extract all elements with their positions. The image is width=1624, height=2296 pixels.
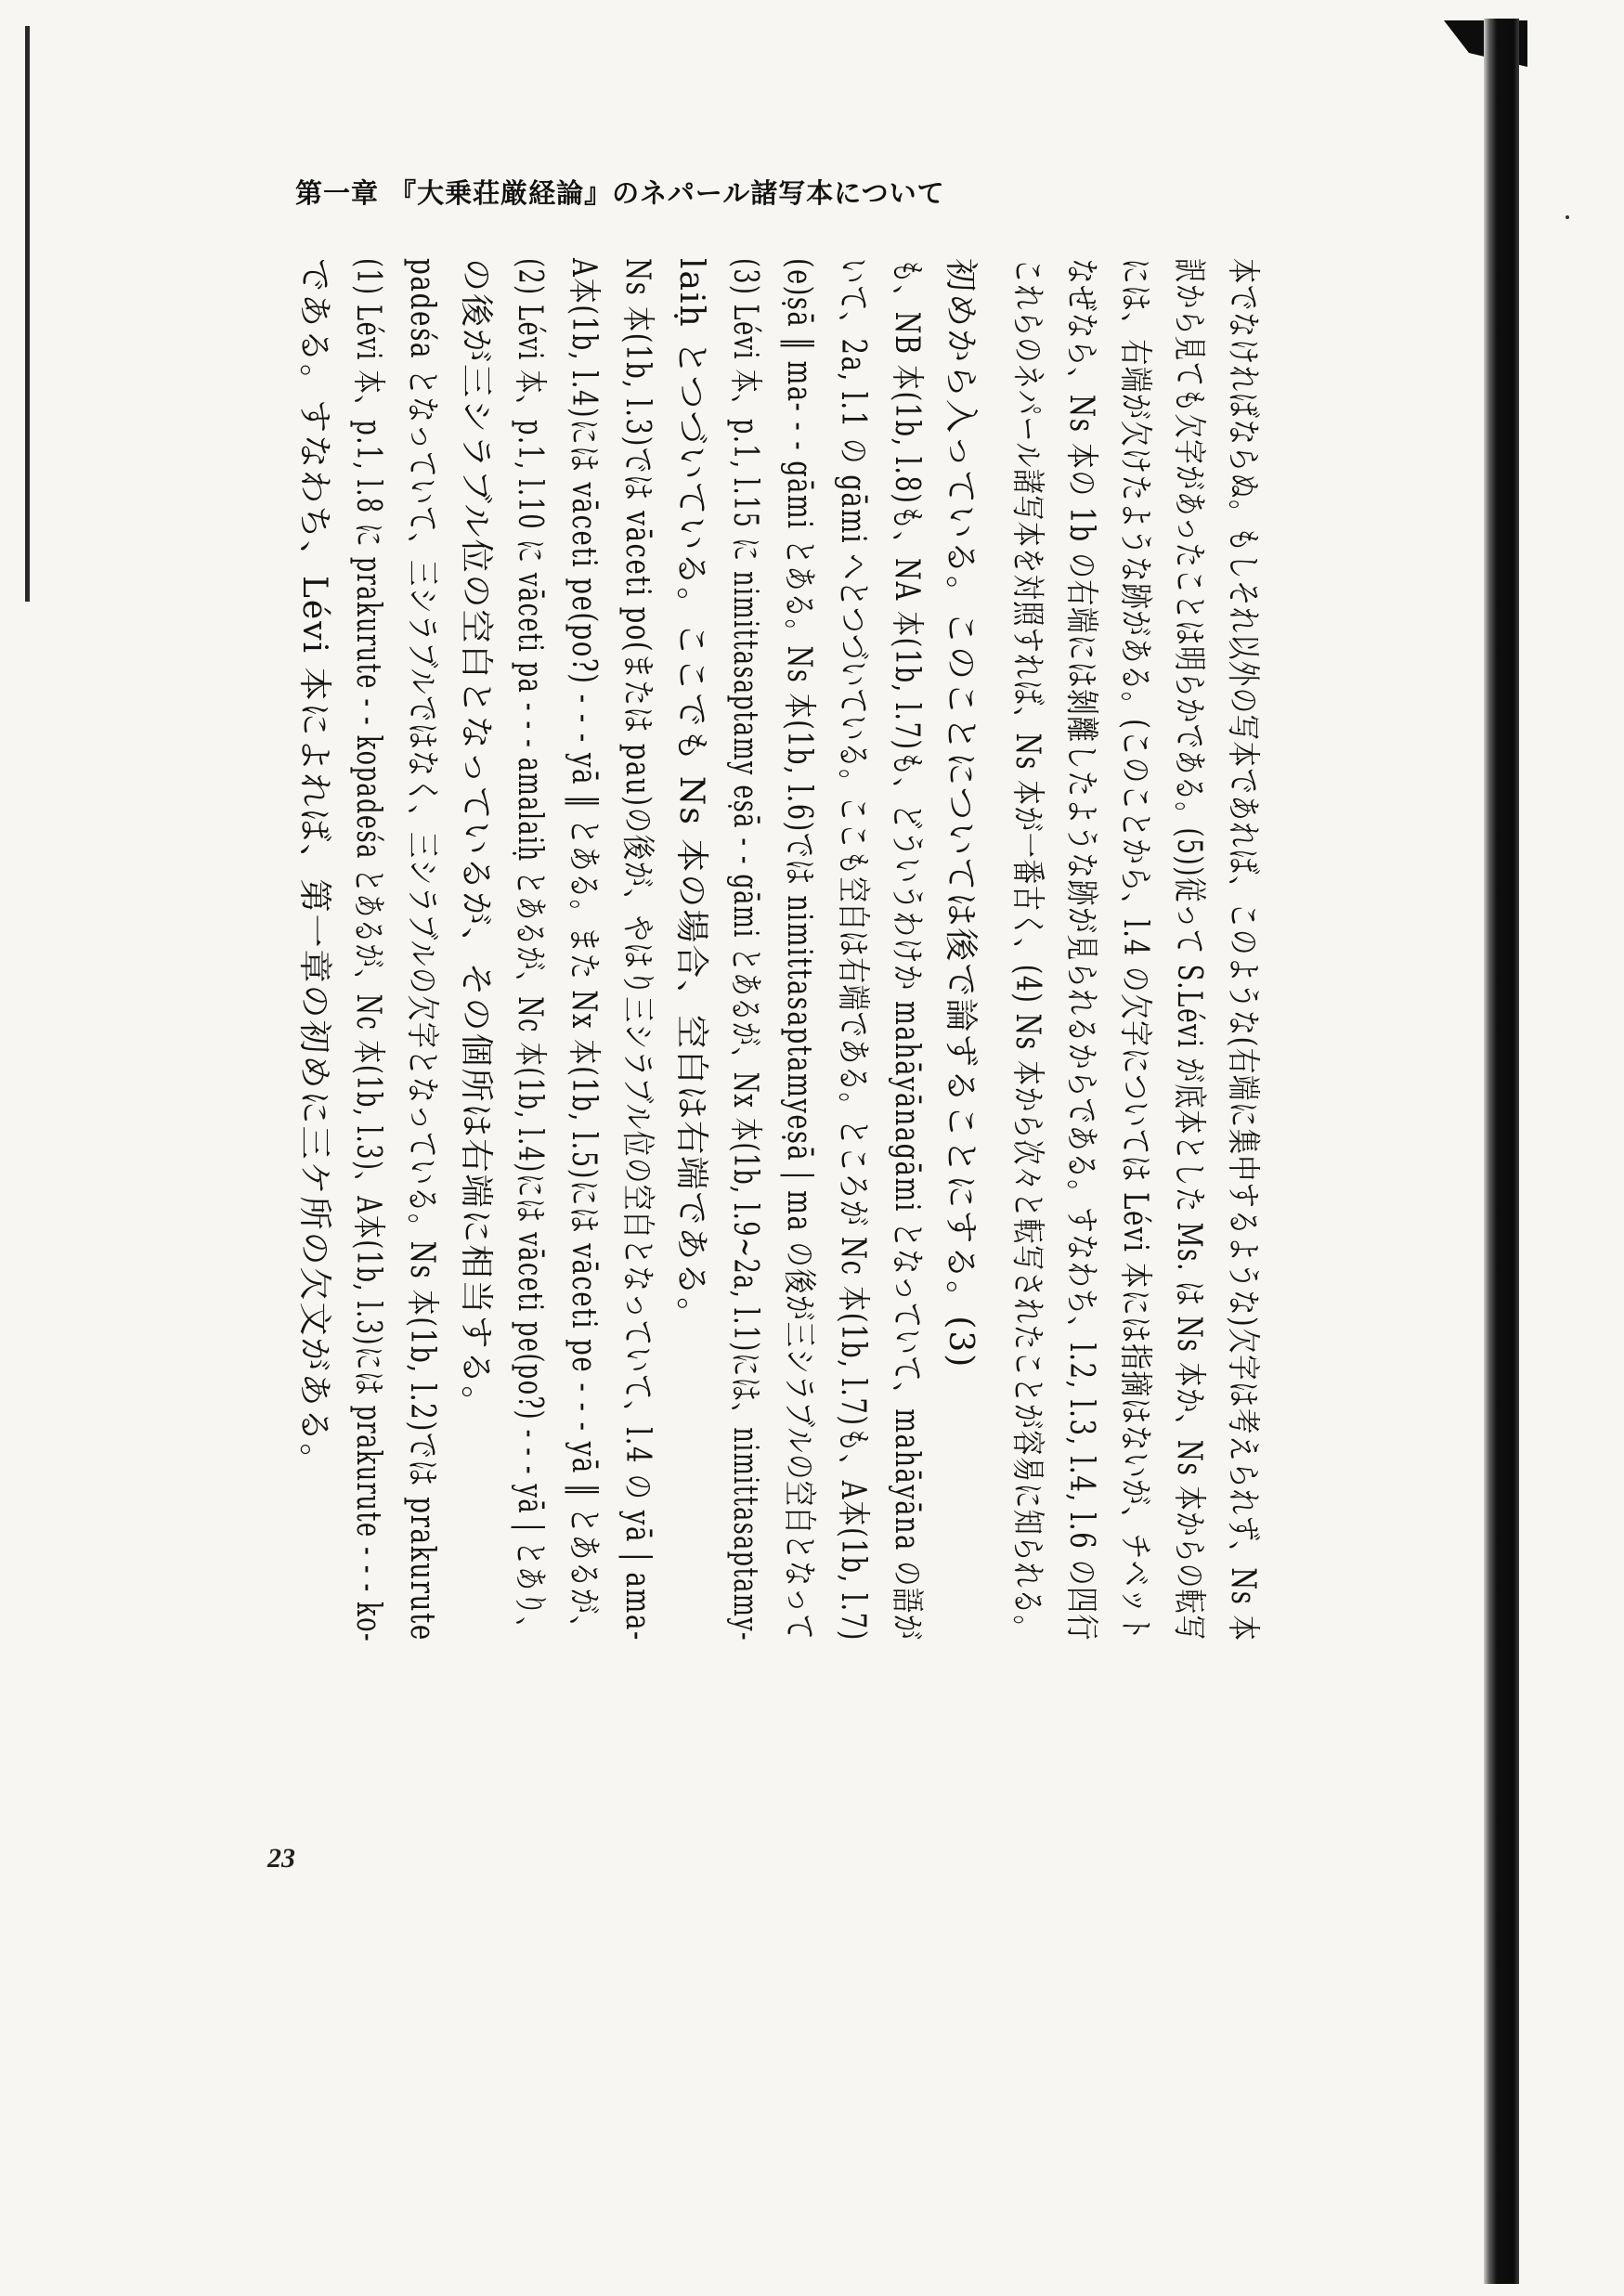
- body-line-9: (3) Lévi 本、p.1, l.15 に nimittasaptamy eṣā - - gāmi とあるが、Nx 本(1b, l.9~2a, l.1)には、nimittasaptamy-: [726, 258, 764, 1642]
- book-spine-shadow: [1484, 19, 1519, 2284]
- running-head: 第一章 『大乗荘厳経論』のネパール諸写本について: [295, 177, 945, 209]
- body-line-16: には、右端が欠けたような跡がある。(このことから、l.4 の欠字については Lévi 本には指摘はないが、チベット: [1116, 258, 1154, 1642]
- body-line-2: (1) Lévi 本、p.1, l.8 に prakurute - - kopadeśa とあるが、Nc 本(1b, l.3)、A本(1b, l.3)には prakurute - - - ko-: [349, 258, 387, 1643]
- body-line-14: これらのネパール諸写本を対照すれば、Ns 本が一番古く、(4) Ns 本から次々と転写されたことが容易に知られる。: [1008, 258, 1046, 1642]
- scan-speck: [1566, 215, 1569, 219]
- body-line-3: padeśa となっていて、三シラブルではなく、三シラブルの欠字となっている。Ns 本(1b, l.2)では prakurute: [403, 258, 441, 1641]
- body-line-18: 本でなければならぬ。もしそれ以外の写本であれば、このような(右端に集中するような)欠字は考えられず、Ns 本: [1224, 258, 1262, 1642]
- body-line-10: (e)ṣā ‖ ma- - - gāmi とある。Ns 本(1b, l.6)では nimittasaptamyeṣā | ma の後が三シラブルの空白となって: [780, 258, 818, 1641]
- body-line-1: である。すなわち、Lévi 本によれば、第一章の初めに三ケ所の欠文がある。: [295, 258, 333, 1479]
- body-line-7: Ns 本(1b, l.3)では vāceti po(または pau)の後が、やはり三シラブル位の空白となっていて、l.4 の yā | ama-: [618, 258, 656, 1641]
- body-line-15: なぜなら、Ns 本の 1b の右端には剝離したような跡が見られるからである。すなわち、l.2, l.3, l.4, l.6 の四行: [1062, 258, 1100, 1641]
- body-line-17: 訳から見ても欠字があったことは明らかである。(5))従って S.Lévi が底本とした Ms. は Ns 本か、Ns 本からの転写: [1170, 258, 1208, 1641]
- body-text-block: [275, 258, 1315, 1651]
- body-line-4: の後が三シラブル位の空白となっているが、その個所は右端に相当する。: [457, 258, 495, 1421]
- body-line-13: 初めから入っている。このことについては後で論ずることにする。(3): [942, 258, 980, 1369]
- body-line-11: いて、2a, l.1 の gāmi へとつづいている。ここも空白は右端である。ところが Nc 本(1b, l.7)も、A本(1b, l.7): [834, 258, 872, 1642]
- scan-edge-line: [25, 26, 30, 602]
- body-line-6: A本(1b, l.4)には vāceti pe(po?) - - - yā ‖ とある。また Nx 本(1b, l.5)には vāceti pe - - - yā ‖ とあるが、: [565, 258, 603, 1642]
- body-line-12: も、NB 本(1b, l.8)も、NA 本(1b, l.7)も、どういうわけか mahāyānagāmi となっていて、mahāyāna の語が: [888, 258, 926, 1641]
- body-lines: [275, 258, 1315, 1651]
- body-line-5: (2) Lévi 本、p.1, l.10 に vāceti pa - - - amalaiḥ とあるが、Nc 本(1b, l.4)には vāceti pe(po?) - - - yā | とあり、: [511, 258, 549, 1642]
- page-number: 23: [267, 1843, 295, 1874]
- body-line-8: laiḥ とつづいている。ここでも Ns 本の場合、空白は右端である。: [672, 258, 710, 1333]
